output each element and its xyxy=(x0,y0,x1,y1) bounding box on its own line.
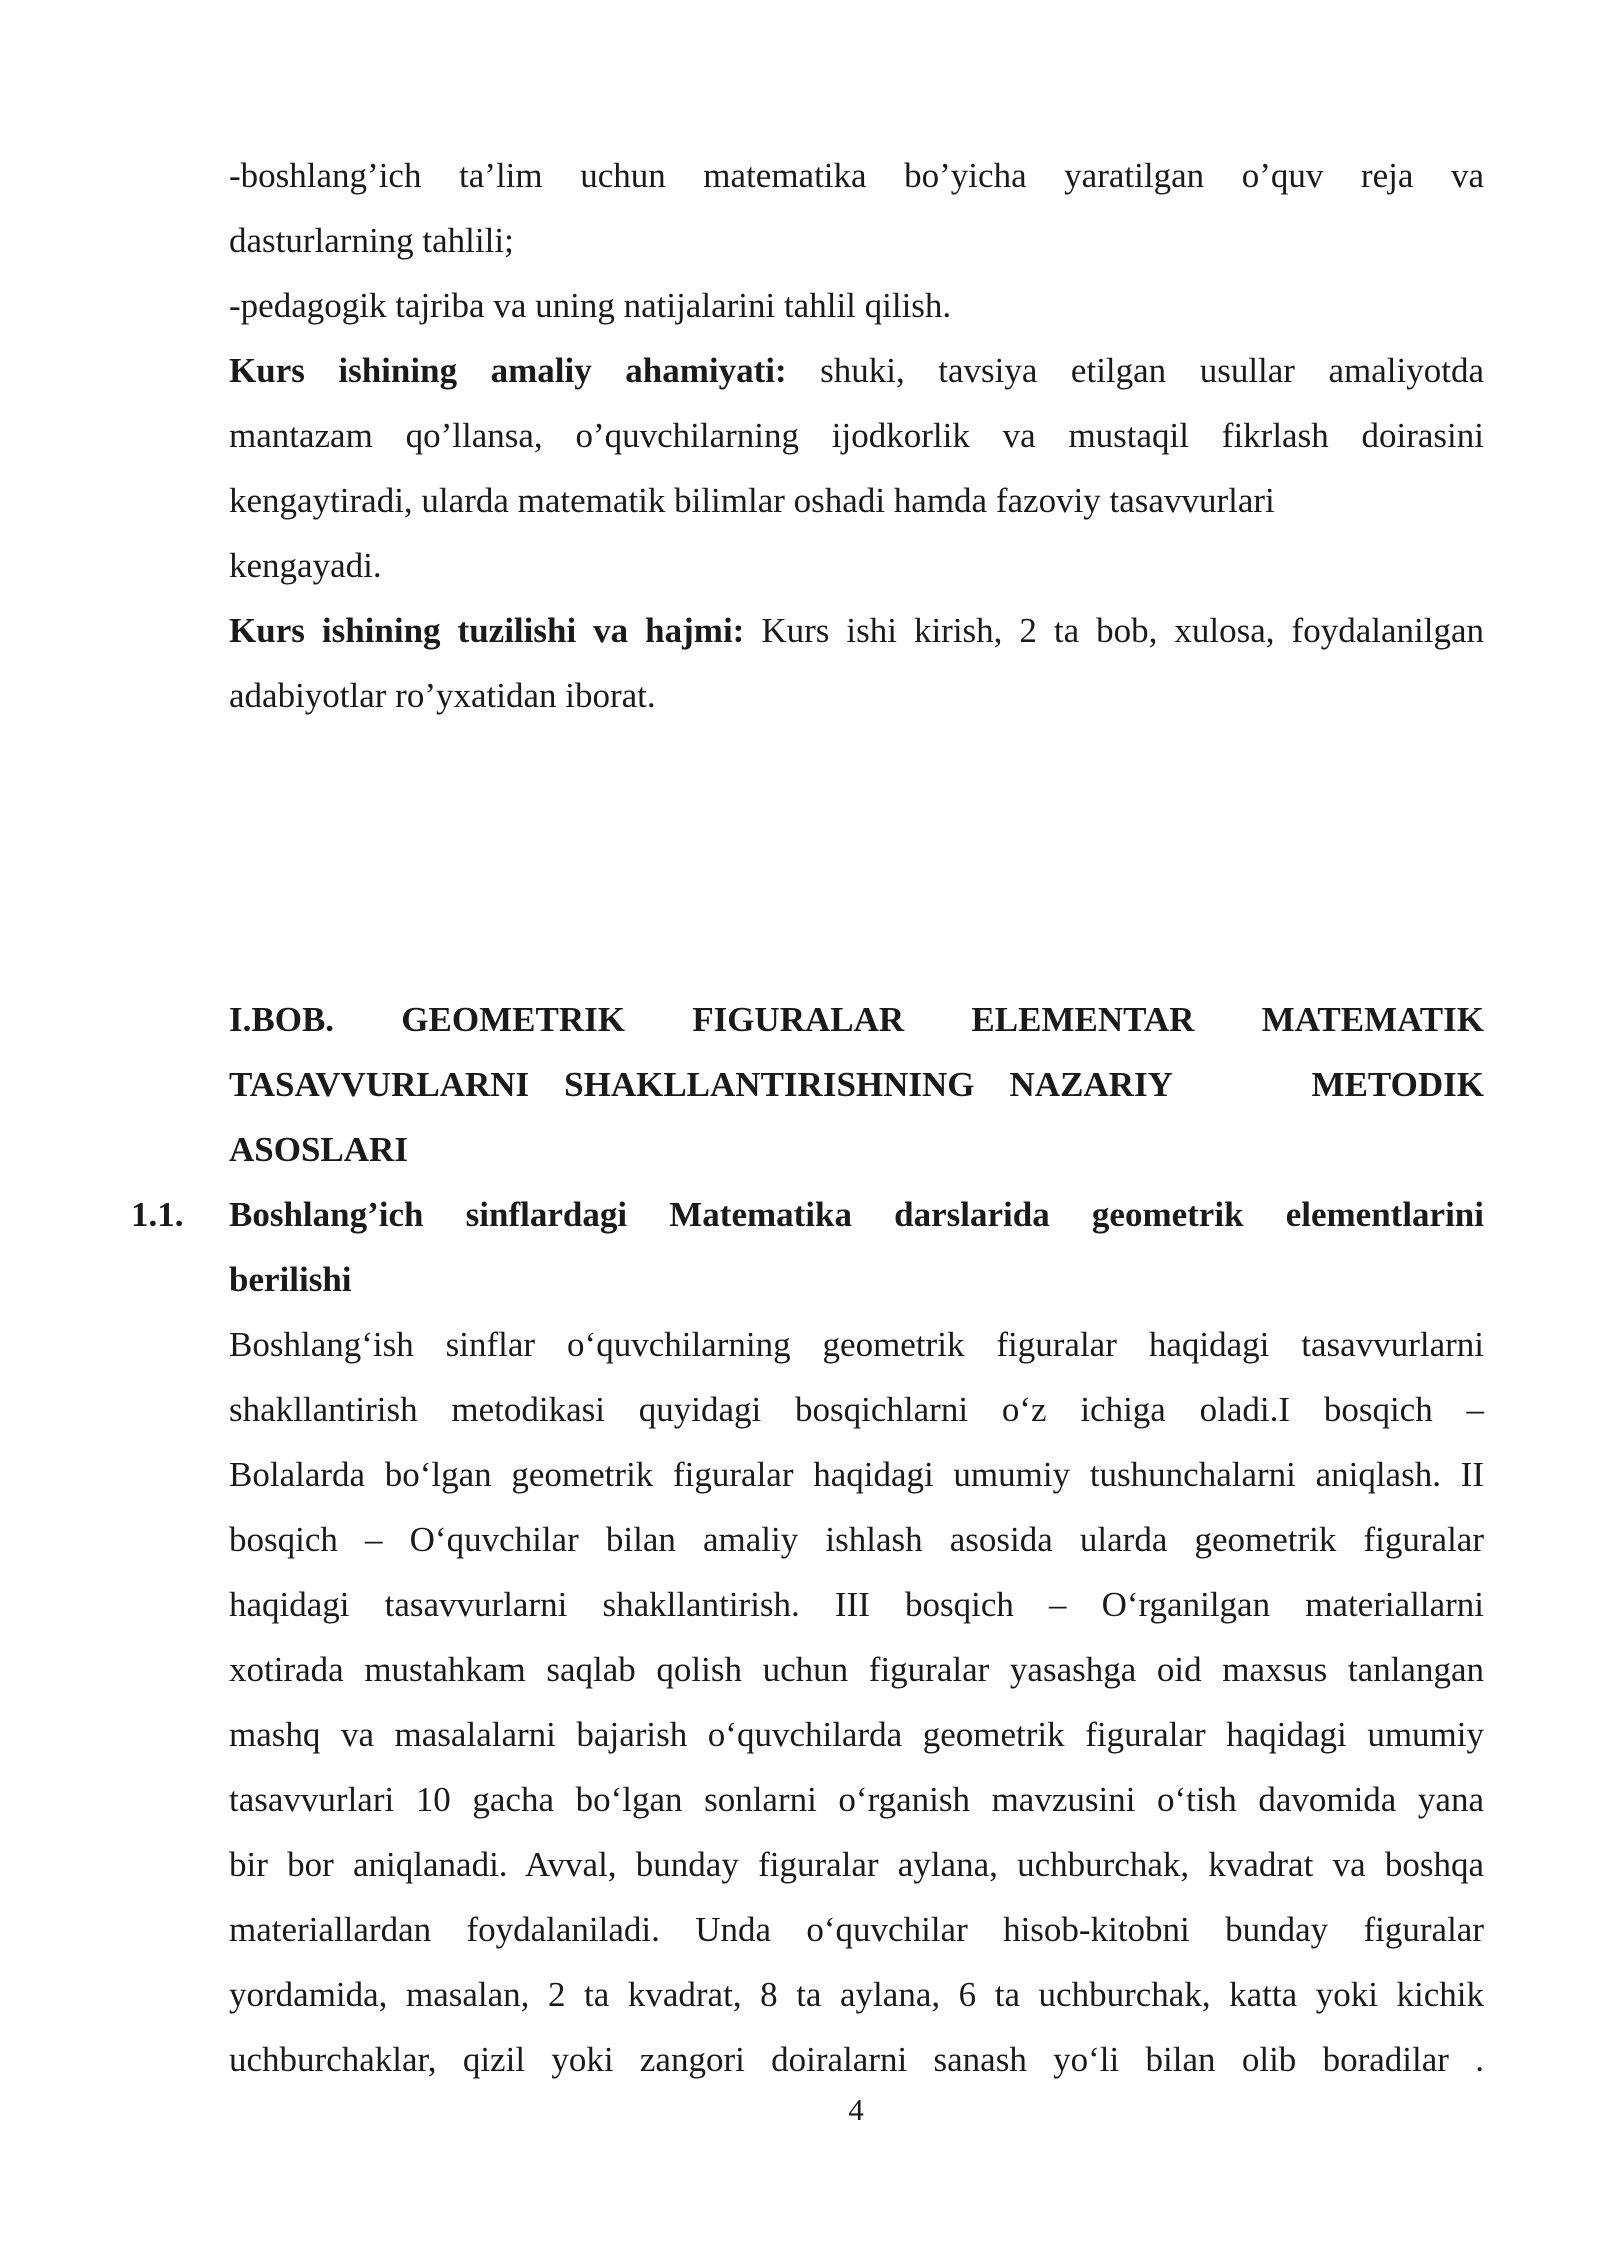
chapter-title-line-1: I.BOB. GEOMETRIK FIGURALAR ELEMENTAR MATEMATIK xyxy=(229,1000,1484,1039)
body-line: materiallardan foydalaniladi. Unda o‘quvchilar hisob-kitobni bunday figuralar xyxy=(229,1910,1484,1949)
body-line: yordamida, masalan, 2 ta kvadrat, 8 ta aylana, 6 ta uchburchak, katta yoki kichik xyxy=(229,1975,1484,2014)
practical-significance-line-1 xyxy=(229,338,1484,403)
list-item-1-line-1: -boshlang’ich ta’lim uchun matematika bo’yicha yaratilgan o’quv reja va xyxy=(229,156,1484,195)
structure-label: Kurs ishining tuzilishi va hajmi: xyxy=(229,611,745,650)
structure-text: Kurs ishi kirish, 2 ta bob, xulosa, foydalanilgan xyxy=(744,611,1484,650)
practical-significance-line-2: mantazam qo’llansa, o’quvchilarning ijodkorlik va mustaqil fikrlash doirasini xyxy=(229,416,1484,455)
practical-significance-text: shuki, tavsiya etilgan usullar amaliyotda xyxy=(786,351,1484,390)
structure-line-1 xyxy=(229,598,1484,663)
body-line: uchburchaklar, qizil yoki zangori doiralarni sanash yo‘li bilan olib boradilar . xyxy=(229,2040,1484,2079)
body-line: haqidagi tasavvurlarni shakllantirish. III bosqich – O‘rganilgan materiallarni xyxy=(229,1585,1484,1624)
body-line: bir bor aniqlanadi. Avval, bunday figuralar aylana, uchburchak, kvadrat va boshqa xyxy=(229,1845,1484,1884)
structure-line-2: adabiyotlar ro’yxatidan iborat. xyxy=(229,676,656,715)
body-line: tasavvurlari 10 gacha bo‘lgan sonlarni o‘rganish mavzusini o‘tish davomida yana xyxy=(229,1780,1484,1819)
practical-significance-label: Kurs ishining amaliy ahamiyati: xyxy=(229,351,787,390)
practical-significance-line-4: kengayadi. xyxy=(229,546,382,585)
body-line: mashq va masalalarni bajarish o‘quvchilarda geometrik figuralar haqidagi umumiy xyxy=(229,1715,1484,1754)
body-line: xotirada mustahkam saqlab qolish uchun figuralar yasashga oid maxsus tanlangan xyxy=(229,1650,1484,1689)
list-item-2: -pedagogik tajriba va uning natijalarini tahlil qilish. xyxy=(229,286,952,325)
body-line: shakllantirish metodikasi quyidagi bosqichlarni o‘z ichiga oladi.I bosqich – xyxy=(229,1390,1484,1429)
section-number: 1.1. xyxy=(131,1195,184,1234)
practical-significance-line-3: kengaytiradi, ularda matematik bilimlar oshadi hamda fazoviy tasavvurlari xyxy=(229,481,1275,520)
list-item-1-line-2: dasturlarning tahlili; xyxy=(229,221,514,260)
body-line: Boshlang‘ish sinflar o‘quvchilarning geometrik figuralar haqidagi tasavvurlarni xyxy=(229,1325,1484,1364)
section-title-line-1: Boshlang’ich sinflardagi Matematika darslarida geometrik elementlarini xyxy=(229,1195,1484,1234)
chapter-title-line-3: ASOSLARI xyxy=(229,1130,408,1169)
page-number: 4 xyxy=(848,2092,864,2127)
body-line: Bolalarda bo‘lgan geometrik figuralar haqidagi umumiy tushunchalarni aniqlash. II xyxy=(229,1455,1484,1494)
section-title-line-2: berilishi xyxy=(229,1260,352,1299)
chapter-title-line-2: TASAVVURLARNI SHAKLLANTIRISHNING NAZARIY METODIK xyxy=(229,1065,1484,1104)
body-line: bosqich – O‘quvchilar bilan amaliy ishlash asosida ularda geometrik figuralar xyxy=(229,1520,1484,1559)
